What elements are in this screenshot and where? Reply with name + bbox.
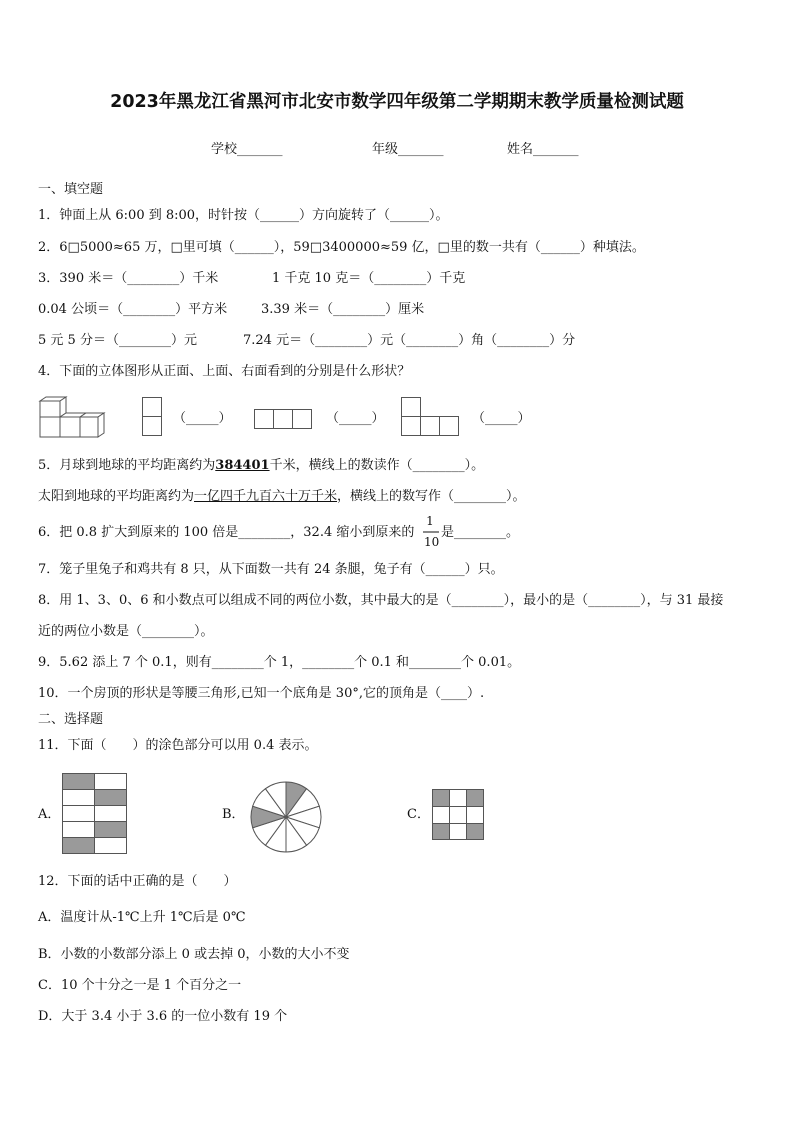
- name-field: 姓名_______: [507, 142, 579, 157]
- grade-field: 年级_______: [372, 142, 444, 157]
- question-5-line1: [38, 458, 484, 474]
- section-choice: 二、选择题: [38, 712, 104, 727]
- q4-blank-3: （_____）: [472, 411, 531, 426]
- fraction-numerator: 1: [426, 514, 434, 528]
- q11-option-b-circle: [250, 781, 322, 853]
- cube-stack-figure: [40, 397, 104, 441]
- question-7: 7．笼子里兔子和鸡共有 8 只，从下面数一共有 24 条腿，兔子有（______）只。: [38, 562, 504, 577]
- view-l-shape: [401, 397, 459, 437]
- question-6-part2: 是________。: [441, 525, 520, 540]
- question-12: 12．下面的话中正确的是（ ）: [38, 874, 237, 889]
- question-4: 4．下面的立体图形从正面、上面、右面看到的分别是什么形状？: [38, 364, 411, 379]
- q11-option-a-grid: [62, 773, 128, 855]
- question-9: 9．5.62 添上 7 个 0.1，则有________个 1，________个 0.1 和________个 0.01。: [38, 655, 521, 670]
- q5-number-2: 一亿四千九百六十万千米: [194, 489, 338, 504]
- question-3a: 3．390 米＝（________）千米: [38, 271, 219, 286]
- question-3f: 7.24 元＝（________）元（________）角（________）分: [243, 333, 576, 348]
- question-3c: 0.04 公顷＝（________）平方米: [38, 302, 228, 317]
- q11-option-a-label: A．: [38, 807, 61, 822]
- page-title: 2023年黑龙江省黑河市北安市数学四年级第二学期期末教学质量检测试题: [110, 92, 684, 112]
- q12-option-c: C．10 个十分之一是 1 个百分之一: [38, 978, 242, 993]
- question-3b: 1 千克 10 克＝（________）千克: [272, 271, 466, 286]
- q12-option-d: D．大于 3.4 小于 3.6 的一位小数有 19 个: [38, 1009, 288, 1024]
- question-5-line2: [38, 489, 526, 505]
- question-11: 11．下面（ ）的涂色部分可以用 0.4 表示。: [38, 738, 318, 753]
- question-8-line1: 8．用 1、3、0、6 和小数点可以组成不同的两位小数，其中最大的是（________），最小的是（________），与 31 最接: [38, 593, 724, 608]
- fraction-denominator: 10: [424, 535, 440, 549]
- question-3d: 3.39 米＝（________）厘米: [261, 302, 425, 317]
- q5-text-2: 太阳到地球的平均距离约为: [38, 489, 195, 504]
- section-fill-blank: 一、填空题: [38, 182, 104, 197]
- question-1: 1．钟面上从 6:00 到 8:00，时针按（______）方向旋转了（______）。: [38, 208, 449, 223]
- q11-option-c-grid: [432, 789, 485, 840]
- school-field: 学校_______: [211, 142, 283, 157]
- q4-blank-1: （_____）: [173, 411, 232, 426]
- question-10: 10．一个房顶的形状是等腰三角形,已知一个底角是 30°,它的顶角是（____）.: [38, 686, 485, 701]
- q5-text-2b: ，横线上的数写作（________）。: [337, 489, 526, 504]
- view-two-vertical: [142, 397, 162, 437]
- q5-text-1b: 千米，横线上的数读作（________）。: [269, 458, 485, 473]
- q4-blank-2: （_____）: [326, 411, 385, 426]
- question-8-line2: 近的两位小数是（________）。: [38, 624, 214, 639]
- q11-option-c-label: C．: [407, 807, 430, 822]
- fraction-bar: [423, 531, 439, 533]
- q11-option-b-label: B．: [222, 807, 245, 822]
- q5-text-1: 5．月球到地球的平均距离约为: [38, 458, 216, 473]
- question-2: 2．6□5000≈65 万，□里可填（______），59□3400000≈59 亿，□里的数一共有（______）种填法。: [38, 240, 645, 255]
- view-three-horizontal: [254, 409, 312, 429]
- question-6-part1: 6．把 0.8 扩大到原来的 100 倍是________，32.4 缩小到原来的: [38, 525, 415, 540]
- q5-number-1: 384401: [215, 458, 270, 473]
- q12-option-a: A．温度计从-1℃上升 1℃后是 0℃: [38, 910, 246, 925]
- q12-option-b: B．小数的小数部分添上 0 或去掉 0，小数的大小不变: [38, 947, 350, 962]
- question-3e: 5 元 5 分＝（________）元: [38, 333, 197, 348]
